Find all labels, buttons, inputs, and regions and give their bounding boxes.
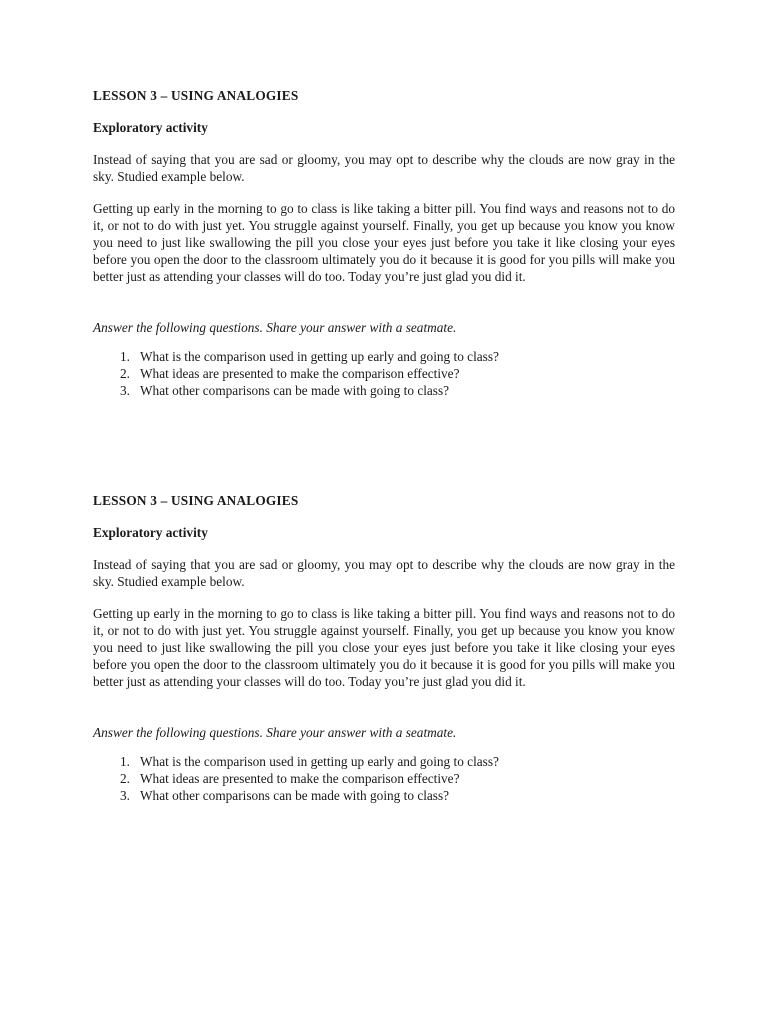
instruction-text: Answer the following questions. Share your answer with a seatmate. <box>93 725 457 740</box>
question-number: 2. <box>120 366 130 381</box>
list-item <box>93 770 675 787</box>
question-text: What other comparisons can be made with going to class? <box>140 383 450 398</box>
question-number: 3. <box>120 788 130 803</box>
lesson-title: LESSON 3 – USING ANALOGIES <box>93 88 299 103</box>
list-item <box>93 787 675 804</box>
lesson-block-1 <box>93 87 675 492</box>
document-page <box>93 87 675 897</box>
question-number: 3. <box>120 383 130 398</box>
list-item <box>93 348 675 365</box>
question-text: What other comparisons can be made with going to class? <box>140 788 450 803</box>
intro-paragraph: Instead of saying that you are sad or gloomy, you may opt to describe why the clouds are now gray in the sky. Studied example below. <box>93 152 675 184</box>
question-number: 1. <box>120 349 130 364</box>
example-paragraph: Getting up early in the morning to go to class is like taking a bitter pill. You find ways and reasons not to do it, or not to do with just yet. You struggle against yourself. Finally, you get up because you know you know you need to just like swallowing the pill you close your eyes just before you take it like closing your eyes before you open the door to the classroom ultimately you do it because it is good for you pills will make you better just as attending your classes will do too. Today you’re just glad you did it. <box>93 606 675 689</box>
question-number: 1. <box>120 754 130 769</box>
lesson-subtitle: Exploratory activity <box>93 120 208 135</box>
lesson-subtitle: Exploratory activity <box>93 525 208 540</box>
question-list <box>93 348 675 399</box>
instruction-text: Answer the following questions. Share your answer with a seatmate. <box>93 320 457 335</box>
list-item <box>93 382 675 399</box>
list-item <box>93 753 675 770</box>
lesson-title: LESSON 3 – USING ANALOGIES <box>93 493 299 508</box>
list-item <box>93 365 675 382</box>
question-list <box>93 753 675 804</box>
question-number: 2. <box>120 771 130 786</box>
question-text: What is the comparison used in getting up early and going to class? <box>140 754 499 769</box>
question-text: What ideas are presented to make the comparison effective? <box>140 366 460 381</box>
intro-paragraph: Instead of saying that you are sad or gloomy, you may opt to describe why the clouds are now gray in the sky. Studied example below. <box>93 557 675 589</box>
question-text: What ideas are presented to make the comparison effective? <box>140 771 460 786</box>
lesson-block-2 <box>93 492 675 897</box>
example-paragraph: Getting up early in the morning to go to class is like taking a bitter pill. You find ways and reasons not to do it, or not to do with just yet. You struggle against yourself. Finally, you get up because you know you know you need to just like swallowing the pill you close your eyes just before you take it like closing your eyes before you open the door to the classroom ultimately you do it because it is good for you pills will make you better just as attending your classes will do too. Today you’re just glad you did it. <box>93 201 675 284</box>
question-text: What is the comparison used in getting up early and going to class? <box>140 349 499 364</box>
